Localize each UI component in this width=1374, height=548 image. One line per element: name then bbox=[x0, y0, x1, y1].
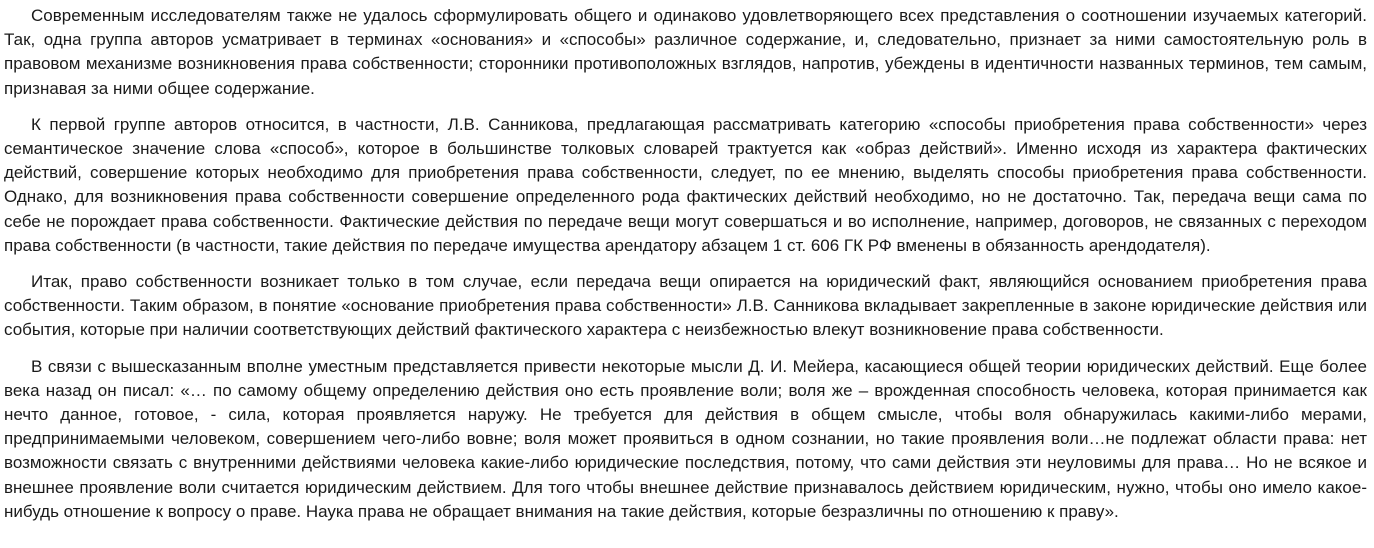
paragraph-3: Итак, право собственности возникает только в том случае, если передача вещи опирается на юридический факт, являющийся основанием приобретения права собственности. Таким образом, в понятие «основание приобретения права собственности» Л.В. Санникова вкладывает закрепленные в законе юридические действия или события, которые при наличии соответствующих действий фактического характера с неизбежностью влекут возникновение права собственности. bbox=[4, 272, 1367, 340]
paragraph-4: В связи с вышесказанным вполне уместным представляется привести некоторые мысли Д. И. Мейера, касающиеся общей теории юридических действий. Еще более века назад он писал: «… по самому общему определению действия оно есть проявление воли; воля же – врожденная способность человека, которая принимается как нечто данное, готовое, - сила, которая проявляется наружу. Не требуется для действия в общем смысле, чтобы воля обнаружилась какими-либо мерами, предпринимаемыми человеком, совершением чего-либо вовне; воля может проявиться в одном сознании, но такие проявления воли…не подлежат области права: нет возможности связать с внутренними действиями человека какие-либо юридические последствия, потому, что сами действия эти неуловимы для права… Но не всякое и внешнее проявление воли считается юридическим действием. Для того чтобы внешнее действие признавалось действием юридическим, нужно, чтобы оно имело какое-нибудь отношение к вопросу о праве. Наука права не обращает внимания на такие действия, которые безразличны по отношению к праву». bbox=[4, 356, 1367, 521]
paragraph-2: К первой группе авторов относится, в частности, Л.В. Санникова, предлагающая рассматривать категорию «способы приобретения права собственности» через семантическое значение слова «способ», которое в большинстве толковых словарей трактуется как «образ действий». Именно исходя из характера фактических действий, совершение которых необходимо для приобретения права собственности, следует, по ее мнению, выделять способы приобретения права собственности. Однако, для возникновения права собственности совершение определенного рода фактических действий необходимо, но не достаточно. Так, передача вещи сама по себе не порождает права собственности. Фактические действия по передаче вещи могут совершаться и во исполнение, например, договоров, не связанных с переходом права собственности (в частности, такие действия по передаче имущества арендатору абзацем 1 ст. 606 ГК РФ вменены в обязанность арендодателя). bbox=[4, 114, 1367, 255]
paragraph-1: Современным исследователям также не удалось сформулировать общего и одинаково удовлетворяющего всех представления о соотношении изучаемых категорий. Так, одна группа авторов усматривает в терминах «основания» и «способы» различное содержание, и, следовательно, признает за ними самостоятельную роль в правовом механизме возникновения права собственности; сторонники противоположных взглядов, напротив, убеждены в идентичности названных терминов, тем самым, признавая за ними общее содержание. bbox=[4, 6, 1367, 98]
